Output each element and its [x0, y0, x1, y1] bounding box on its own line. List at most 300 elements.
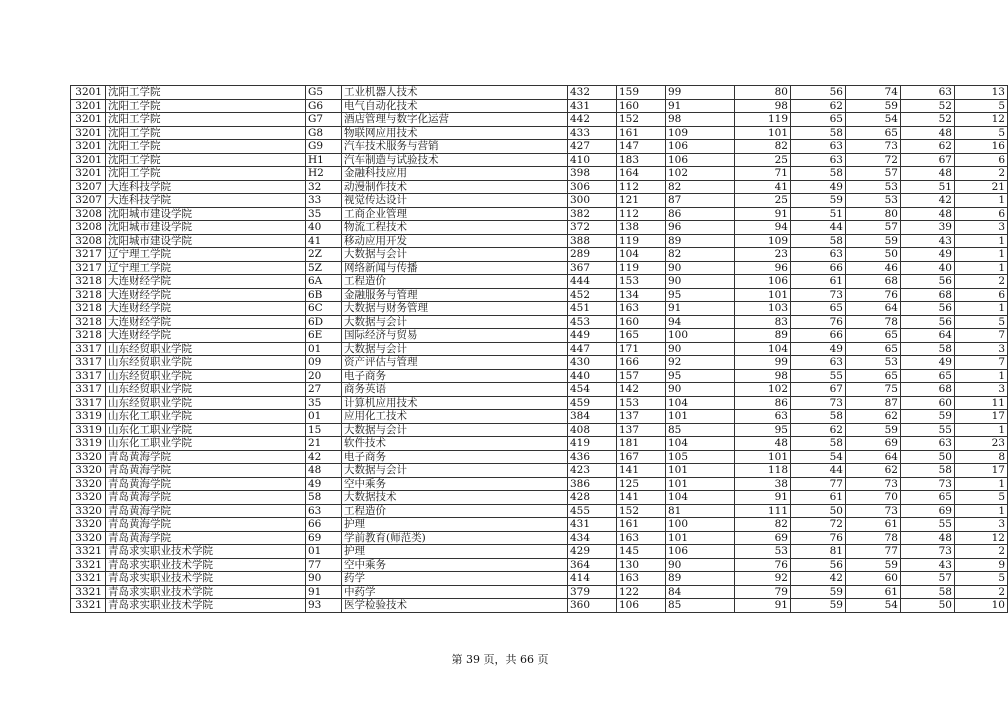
score-g-cell: 52: [901, 99, 955, 113]
count-cell: 10: [955, 599, 1008, 613]
score-f-cell: 46: [846, 261, 901, 275]
major-name-cell: 大数据与会计: [342, 248, 568, 262]
major-name-cell: 汽车制造与试验技术: [342, 153, 568, 167]
score-c-cell: 90: [666, 558, 735, 572]
major-name-cell: 资产评估与管理: [342, 356, 568, 370]
score-d-cell: 119: [735, 113, 791, 127]
school-code-cell: 3320: [71, 491, 106, 505]
score-e-cell: 65: [791, 113, 846, 127]
total-score-cell: 388: [568, 234, 617, 248]
score-e-cell: 58: [791, 126, 846, 140]
total-score-cell: 423: [568, 464, 617, 478]
major-code-cell: 09: [306, 356, 342, 370]
score-f-cell: 54: [846, 599, 901, 613]
major-name-cell: 物联网应用技术: [342, 126, 568, 140]
score-f-cell: 77: [846, 545, 901, 559]
school-name-cell: 山东化工职业学院: [106, 437, 306, 451]
score-f-cell: 72: [846, 153, 901, 167]
count-cell: 1: [955, 302, 1008, 316]
score-e-cell: 58: [791, 437, 846, 451]
total-score-cell: 410: [568, 153, 617, 167]
major-name-cell: 大数据与会计: [342, 342, 568, 356]
total-score-cell: 444: [568, 275, 617, 289]
school-code-cell: 3208: [71, 221, 106, 235]
score-f-cell: 59: [846, 423, 901, 437]
score-d-cell: 91: [735, 491, 791, 505]
score-f-cell: 68: [846, 275, 901, 289]
total-score-cell: 434: [568, 531, 617, 545]
score-g-cell: 65: [901, 369, 955, 383]
score-c-cell: 90: [666, 342, 735, 356]
school-code-cell: 3218: [71, 302, 106, 316]
school-name-cell: 山东化工职业学院: [106, 423, 306, 437]
count-cell: 2: [955, 545, 1008, 559]
major-name-cell: 大数据与会计: [342, 464, 568, 478]
score-f-cell: 80: [846, 207, 901, 221]
school-code-cell: 3320: [71, 531, 106, 545]
score-d-cell: 41: [735, 180, 791, 194]
major-code-cell: 66: [306, 518, 342, 532]
count-cell: 7: [955, 329, 1008, 343]
score-b-cell: 141: [617, 464, 666, 478]
major-code-cell: 5Z: [306, 261, 342, 275]
score-e-cell: 56: [791, 86, 846, 100]
major-name-cell: 物流工程技术: [342, 221, 568, 235]
school-name-cell: 青岛黄海学院: [106, 531, 306, 545]
major-name-cell: 移动应用开发: [342, 234, 568, 248]
score-b-cell: 165: [617, 329, 666, 343]
table-row: [71, 113, 1008, 127]
score-e-cell: 62: [791, 423, 846, 437]
count-cell: 17: [955, 410, 1008, 424]
score-c-cell: 85: [666, 599, 735, 613]
major-name-cell: 药学: [342, 572, 568, 586]
score-b-cell: 167: [617, 450, 666, 464]
major-code-cell: 33: [306, 194, 342, 208]
major-code-cell: 01: [306, 342, 342, 356]
score-b-cell: 152: [617, 504, 666, 518]
school-code-cell: 3321: [71, 585, 106, 599]
total-score-cell: 459: [568, 396, 617, 410]
count-cell: 1: [955, 423, 1008, 437]
major-code-cell: 6E: [306, 329, 342, 343]
school-name-cell: 大连财经学院: [106, 315, 306, 329]
score-c-cell: 106: [666, 153, 735, 167]
score-e-cell: 76: [791, 531, 846, 545]
score-g-cell: 67: [901, 153, 955, 167]
score-d-cell: 91: [735, 599, 791, 613]
score-f-cell: 76: [846, 288, 901, 302]
score-c-cell: 90: [666, 261, 735, 275]
major-name-cell: 国际经济与贸易: [342, 329, 568, 343]
score-c-cell: 81: [666, 504, 735, 518]
score-e-cell: 62: [791, 99, 846, 113]
score-b-cell: 171: [617, 342, 666, 356]
count-cell: 6: [955, 288, 1008, 302]
score-f-cell: 61: [846, 585, 901, 599]
total-score-cell: 429: [568, 545, 617, 559]
major-name-cell: 网络新闻与传播: [342, 261, 568, 275]
score-g-cell: 40: [901, 261, 955, 275]
school-name-cell: 山东化工职业学院: [106, 410, 306, 424]
score-g-cell: 49: [901, 248, 955, 262]
score-f-cell: 62: [846, 464, 901, 478]
score-f-cell: 53: [846, 180, 901, 194]
score-d-cell: 109: [735, 234, 791, 248]
school-name-cell: 沈阳工学院: [106, 86, 306, 100]
score-f-cell: 69: [846, 437, 901, 451]
score-e-cell: 63: [791, 248, 846, 262]
major-code-cell: 91: [306, 585, 342, 599]
score-e-cell: 67: [791, 383, 846, 397]
count-cell: 3: [955, 518, 1008, 532]
score-g-cell: 56: [901, 315, 955, 329]
score-d-cell: 101: [735, 450, 791, 464]
score-e-cell: 42: [791, 572, 846, 586]
score-f-cell: 65: [846, 126, 901, 140]
school-name-cell: 青岛求实职业技术学院: [106, 599, 306, 613]
score-c-cell: 85: [666, 423, 735, 437]
school-code-cell: 3201: [71, 140, 106, 154]
total-score-cell: 453: [568, 315, 617, 329]
count-cell: 12: [955, 531, 1008, 545]
school-name-cell: 山东经贸职业学院: [106, 396, 306, 410]
table-row: [71, 518, 1008, 532]
major-name-cell: 商务英语: [342, 383, 568, 397]
score-e-cell: 58: [791, 410, 846, 424]
score-f-cell: 53: [846, 194, 901, 208]
score-f-cell: 73: [846, 477, 901, 491]
score-c-cell: 82: [666, 248, 735, 262]
score-b-cell: 152: [617, 113, 666, 127]
school-code-cell: 3320: [71, 477, 106, 491]
score-b-cell: 134: [617, 288, 666, 302]
count-cell: 16: [955, 140, 1008, 154]
school-name-cell: 山东经贸职业学院: [106, 369, 306, 383]
school-name-cell: 沈阳工学院: [106, 153, 306, 167]
total-score-cell: 372: [568, 221, 617, 235]
score-f-cell: 78: [846, 531, 901, 545]
major-name-cell: 护理: [342, 518, 568, 532]
table-row: [71, 234, 1008, 248]
score-d-cell: 98: [735, 99, 791, 113]
score-c-cell: 95: [666, 369, 735, 383]
total-score-cell: 306: [568, 180, 617, 194]
major-code-cell: 15: [306, 423, 342, 437]
score-g-cell: 63: [901, 437, 955, 451]
score-g-cell: 58: [901, 342, 955, 356]
school-code-cell: 3208: [71, 234, 106, 248]
total-score-cell: 382: [568, 207, 617, 221]
score-e-cell: 59: [791, 585, 846, 599]
score-d-cell: 89: [735, 329, 791, 343]
major-code-cell: 35: [306, 396, 342, 410]
total-score-cell: 452: [568, 288, 617, 302]
school-code-cell: 3201: [71, 153, 106, 167]
count-cell: 6: [955, 153, 1008, 167]
score-e-cell: 73: [791, 288, 846, 302]
total-score-cell: 440: [568, 369, 617, 383]
score-d-cell: 104: [735, 342, 791, 356]
score-e-cell: 66: [791, 261, 846, 275]
school-name-cell: 沈阳工学院: [106, 126, 306, 140]
score-d-cell: 25: [735, 153, 791, 167]
score-e-cell: 63: [791, 153, 846, 167]
score-e-cell: 59: [791, 599, 846, 613]
score-c-cell: 90: [666, 383, 735, 397]
school-code-cell: 3321: [71, 572, 106, 586]
score-f-cell: 54: [846, 113, 901, 127]
count-cell: 17: [955, 464, 1008, 478]
table-row: [71, 140, 1008, 154]
table-row: [71, 194, 1008, 208]
school-name-cell: 沈阳工学院: [106, 113, 306, 127]
score-g-cell: 52: [901, 113, 955, 127]
major-code-cell: 69: [306, 531, 342, 545]
school-code-cell: 3201: [71, 113, 106, 127]
score-g-cell: 65: [901, 491, 955, 505]
score-e-cell: 77: [791, 477, 846, 491]
school-name-cell: 山东经贸职业学院: [106, 342, 306, 356]
count-cell: 1: [955, 248, 1008, 262]
school-code-cell: 3207: [71, 180, 106, 194]
score-f-cell: 61: [846, 518, 901, 532]
count-cell: 3: [955, 342, 1008, 356]
major-code-cell: G9: [306, 140, 342, 154]
score-c-cell: 100: [666, 329, 735, 343]
score-b-cell: 163: [617, 302, 666, 316]
score-b-cell: 163: [617, 572, 666, 586]
school-code-cell: 3201: [71, 86, 106, 100]
major-name-cell: 金融服务与管理: [342, 288, 568, 302]
total-score-cell: 436: [568, 450, 617, 464]
score-e-cell: 58: [791, 234, 846, 248]
score-d-cell: 101: [735, 288, 791, 302]
score-c-cell: 106: [666, 140, 735, 154]
table-row: [71, 288, 1008, 302]
table-row: [71, 180, 1008, 194]
score-b-cell: 147: [617, 140, 666, 154]
score-d-cell: 80: [735, 86, 791, 100]
school-name-cell: 青岛黄海学院: [106, 518, 306, 532]
score-g-cell: 48: [901, 207, 955, 221]
score-c-cell: 101: [666, 464, 735, 478]
school-name-cell: 青岛求实职业技术学院: [106, 545, 306, 559]
school-name-cell: 大连科技学院: [106, 180, 306, 194]
count-cell: 5: [955, 315, 1008, 329]
major-code-cell: 48: [306, 464, 342, 478]
score-b-cell: 160: [617, 99, 666, 113]
score-d-cell: 53: [735, 545, 791, 559]
score-f-cell: 60: [846, 572, 901, 586]
school-code-cell: 3201: [71, 167, 106, 181]
table-row: [71, 477, 1008, 491]
score-c-cell: 89: [666, 234, 735, 248]
school-name-cell: 山东经贸职业学院: [106, 383, 306, 397]
school-code-cell: 3317: [71, 342, 106, 356]
table-row: [71, 531, 1008, 545]
total-score-cell: 289: [568, 248, 617, 262]
score-e-cell: 63: [791, 356, 846, 370]
table-row: [71, 315, 1008, 329]
score-g-cell: 43: [901, 234, 955, 248]
major-code-cell: 49: [306, 477, 342, 491]
score-e-cell: 73: [791, 396, 846, 410]
total-score-cell: 300: [568, 194, 617, 208]
major-name-cell: 视觉传达设计: [342, 194, 568, 208]
score-f-cell: 64: [846, 302, 901, 316]
score-c-cell: 91: [666, 99, 735, 113]
table-body: [71, 86, 1008, 613]
total-score-cell: 408: [568, 423, 617, 437]
count-cell: 5: [955, 491, 1008, 505]
score-g-cell: 50: [901, 599, 955, 613]
major-name-cell: 大数据与财务管理: [342, 302, 568, 316]
score-f-cell: 65: [846, 342, 901, 356]
score-b-cell: 153: [617, 396, 666, 410]
score-d-cell: 86: [735, 396, 791, 410]
school-name-cell: 沈阳城市建设学院: [106, 221, 306, 235]
school-code-cell: 3320: [71, 450, 106, 464]
score-d-cell: 82: [735, 140, 791, 154]
table-row: [71, 423, 1008, 437]
score-c-cell: 100: [666, 518, 735, 532]
admission-score-table-container: [70, 85, 1005, 613]
score-g-cell: 63: [901, 86, 955, 100]
score-g-cell: 42: [901, 194, 955, 208]
score-b-cell: 157: [617, 369, 666, 383]
count-cell: 2: [955, 275, 1008, 289]
major-name-cell: 空中乘务: [342, 477, 568, 491]
table-row: [71, 356, 1008, 370]
table-row: [71, 275, 1008, 289]
score-b-cell: 119: [617, 234, 666, 248]
major-name-cell: 金融科技应用: [342, 167, 568, 181]
school-code-cell: 3218: [71, 329, 106, 343]
major-code-cell: 6C: [306, 302, 342, 316]
score-d-cell: 63: [735, 410, 791, 424]
score-e-cell: 51: [791, 207, 846, 221]
table-row: [71, 545, 1008, 559]
score-c-cell: 102: [666, 167, 735, 181]
school-name-cell: 沈阳工学院: [106, 167, 306, 181]
score-e-cell: 66: [791, 329, 846, 343]
score-d-cell: 76: [735, 558, 791, 572]
school-code-cell: 3218: [71, 275, 106, 289]
count-cell: 5: [955, 572, 1008, 586]
major-name-cell: 中药学: [342, 585, 568, 599]
score-b-cell: 166: [617, 356, 666, 370]
major-code-cell: 6D: [306, 315, 342, 329]
school-code-cell: 3317: [71, 383, 106, 397]
score-g-cell: 39: [901, 221, 955, 235]
score-g-cell: 43: [901, 558, 955, 572]
school-code-cell: 3217: [71, 261, 106, 275]
school-name-cell: 青岛求实职业技术学院: [106, 572, 306, 586]
total-score-cell: 451: [568, 302, 617, 316]
score-f-cell: 70: [846, 491, 901, 505]
total-score-cell: 398: [568, 167, 617, 181]
count-cell: 7: [955, 356, 1008, 370]
score-d-cell: 95: [735, 423, 791, 437]
total-score-cell: 449: [568, 329, 617, 343]
count-cell: 2: [955, 167, 1008, 181]
score-e-cell: 63: [791, 140, 846, 154]
school-code-cell: 3321: [71, 599, 106, 613]
score-g-cell: 49: [901, 356, 955, 370]
count-cell: 6: [955, 207, 1008, 221]
major-name-cell: 工程造价: [342, 504, 568, 518]
school-code-cell: 3321: [71, 545, 106, 559]
major-name-cell: 电子商务: [342, 369, 568, 383]
school-code-cell: 3217: [71, 248, 106, 262]
score-b-cell: 130: [617, 558, 666, 572]
school-code-cell: 3218: [71, 315, 106, 329]
score-c-cell: 96: [666, 221, 735, 235]
score-c-cell: 99: [666, 86, 735, 100]
school-code-cell: 3319: [71, 410, 106, 424]
major-code-cell: G6: [306, 99, 342, 113]
score-b-cell: 104: [617, 248, 666, 262]
school-code-cell: 3201: [71, 99, 106, 113]
score-g-cell: 68: [901, 383, 955, 397]
score-g-cell: 64: [901, 329, 955, 343]
score-g-cell: 48: [901, 126, 955, 140]
score-b-cell: 138: [617, 221, 666, 235]
score-b-cell: 145: [617, 545, 666, 559]
school-name-cell: 青岛求实职业技术学院: [106, 558, 306, 572]
score-d-cell: 101: [735, 126, 791, 140]
score-b-cell: 183: [617, 153, 666, 167]
score-f-cell: 65: [846, 369, 901, 383]
score-c-cell: 84: [666, 585, 735, 599]
score-c-cell: 104: [666, 396, 735, 410]
score-b-cell: 121: [617, 194, 666, 208]
major-code-cell: 40: [306, 221, 342, 235]
score-f-cell: 73: [846, 140, 901, 154]
table-row: [71, 207, 1008, 221]
major-name-cell: 计算机应用技术: [342, 396, 568, 410]
count-cell: 1: [955, 369, 1008, 383]
school-name-cell: 大连财经学院: [106, 329, 306, 343]
table-row: [71, 396, 1008, 410]
score-f-cell: 50: [846, 248, 901, 262]
major-code-cell: G7: [306, 113, 342, 127]
score-e-cell: 44: [791, 221, 846, 235]
school-code-cell: 3319: [71, 437, 106, 451]
score-f-cell: 78: [846, 315, 901, 329]
school-name-cell: 山东经贸职业学院: [106, 356, 306, 370]
score-g-cell: 58: [901, 464, 955, 478]
count-cell: 8: [955, 450, 1008, 464]
score-d-cell: 79: [735, 585, 791, 599]
score-c-cell: 98: [666, 113, 735, 127]
score-c-cell: 101: [666, 531, 735, 545]
total-score-cell: 360: [568, 599, 617, 613]
total-score-cell: 367: [568, 261, 617, 275]
total-score-cell: 386: [568, 477, 617, 491]
score-d-cell: 98: [735, 369, 791, 383]
score-b-cell: 164: [617, 167, 666, 181]
score-b-cell: 161: [617, 126, 666, 140]
score-c-cell: 82: [666, 180, 735, 194]
score-e-cell: 61: [791, 275, 846, 289]
score-b-cell: 106: [617, 599, 666, 613]
table-row: [71, 126, 1008, 140]
score-d-cell: 99: [735, 356, 791, 370]
count-cell: 3: [955, 383, 1008, 397]
major-code-cell: 93: [306, 599, 342, 613]
